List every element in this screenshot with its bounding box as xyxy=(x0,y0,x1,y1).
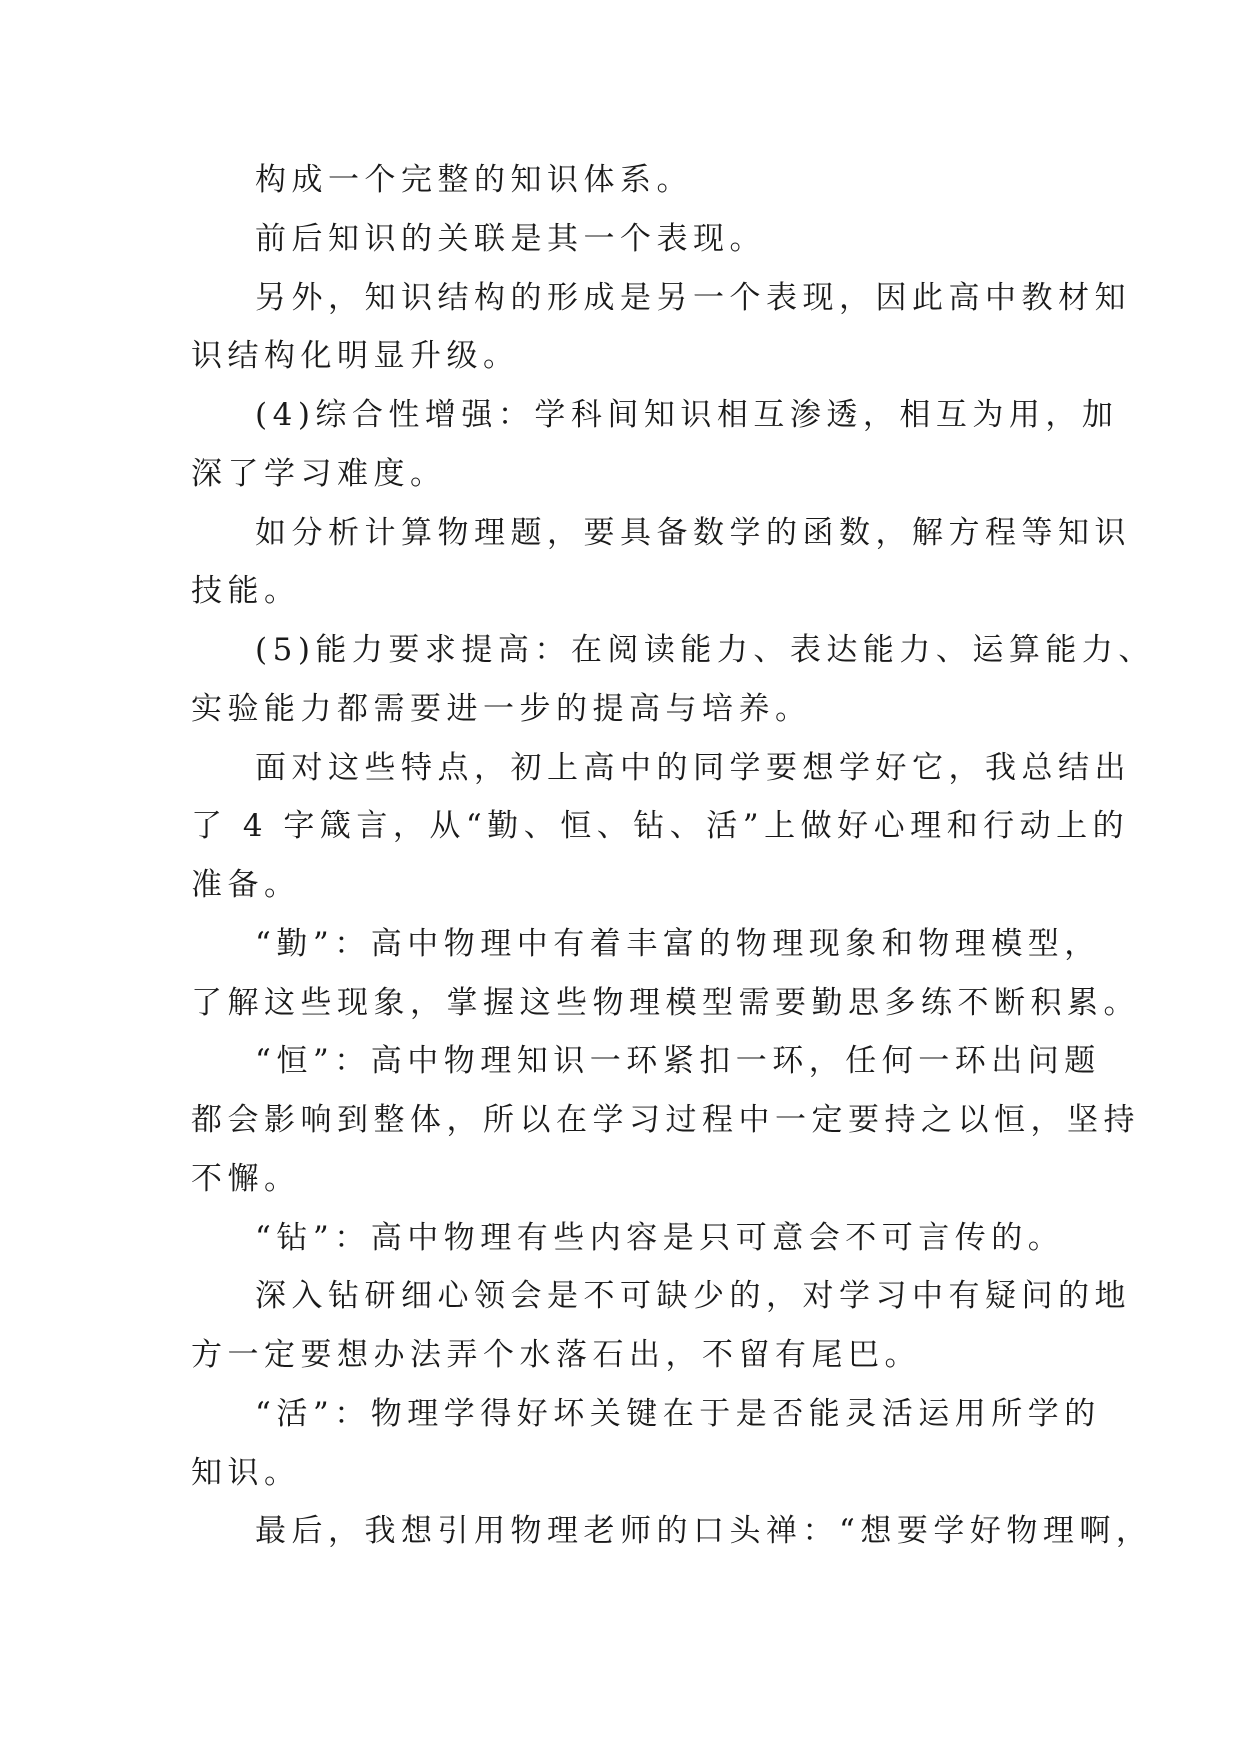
paragraph-line: 实验能力都需要进一步的提高与培养。 xyxy=(191,691,812,727)
paragraph-line: 都会影响到整体，所以在学习过程中一定要持之以恒，坚持 xyxy=(191,1102,1140,1138)
paragraph-line: 另外，知识结构的形成是另一个表现，因此高中教材知 xyxy=(255,280,1131,316)
paragraph-line: 了 4 字箴言，从“勤、恒、钻、活”上做好心理和行动上的 xyxy=(191,808,1130,844)
paragraph-line: 面对这些特点，初上高中的同学要想学好它，我总结出 xyxy=(255,750,1131,786)
paragraph-line: 了解这些现象，掌握这些物理模型需要勤思多练不断积累。 xyxy=(191,985,1140,1021)
paragraph-line: “恒”：高中物理知识一环紧扣一环，任何一环出问题 xyxy=(255,1043,1101,1079)
paragraph-line: 不懈。 xyxy=(191,1161,301,1197)
paragraph-line: (4)综合性增强：学科间知识相互渗透，相互为用，加 xyxy=(255,397,1119,433)
paragraph-line: “活”：物理学得好坏关键在于是否能灵活运用所学的 xyxy=(255,1396,1101,1432)
paragraph-line: 深了学习难度。 xyxy=(191,456,447,492)
paragraph-line: 识结构化明显升级。 xyxy=(191,338,520,374)
paragraph-line: 前后知识的关联是其一个表现。 xyxy=(255,221,766,257)
paragraph-line: (5)能力要求提高：在阅读能力、表达能力、运算能力、 xyxy=(255,632,1155,668)
paragraph-line: 深入钻研细心领会是不可缺少的，对学习中有疑问的地 xyxy=(255,1278,1131,1314)
paragraph-line: “勤”：高中物理中有着丰富的物理现象和物理模型， xyxy=(255,926,1101,962)
paragraph-line: 知识。 xyxy=(191,1455,301,1491)
paragraph-line: 技能。 xyxy=(191,573,301,609)
paragraph-line: “钻”：高中物理有些内容是只可意会不可言传的。 xyxy=(255,1220,1065,1256)
paragraph-line: 如分析计算物理题，要具备数学的函数，解方程等知识 xyxy=(255,515,1131,551)
paragraph-line: 构成一个完整的知识体系。 xyxy=(255,162,693,198)
paragraph-line: 准备。 xyxy=(191,867,301,903)
paragraph-line: 方一定要想办法弄个水落石出，不留有尾巴。 xyxy=(191,1337,921,1373)
paragraph-line: 最后，我想引用物理老师的口头禅：“想要学好物理啊， xyxy=(255,1513,1153,1549)
